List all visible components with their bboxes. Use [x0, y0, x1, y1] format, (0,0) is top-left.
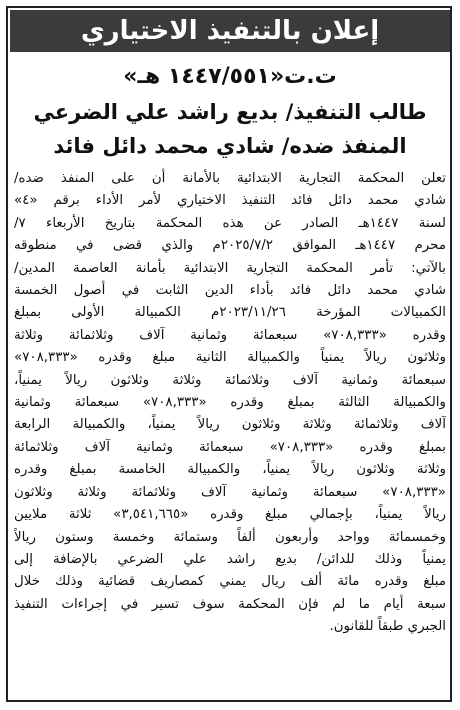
body-line: سبعمائة وثمانية آلاف وثلاثمائة وثلاثة وثلاثون ريالاً يمنياً، [14, 372, 446, 388]
body-line: وثلاثون ريالاً يمنياً والكمبيالة الثانية مبلغ وقدره «٧٠٨,٣٣٣» [14, 350, 446, 366]
case-number: ت.ت«١٤٤٧/٥٥١ هـ» [123, 64, 337, 89]
body-line: وخمسمائة وواحد وأربعون ألفاً وستمائة وخمسة وستون ريالاً [14, 529, 446, 545]
notice-body [14, 168, 446, 639]
body-line: سبعة أيام ما لم فإن المحكمة سوف تسير في إجراءات التنفيذ [14, 596, 446, 612]
body-line: بمبلغ وقدره «٧٠٨,٣٣٣» سبعمائة وثمانية آلاف وثلاثمائة [14, 439, 446, 455]
body-line: شادي محمد دائل فائد بأداء الدين الثابت في أصول الخمسة [14, 283, 446, 299]
body-line: «٧٠٨,٣٣٣» سبعمائة وثمانية آلاف وثلاثمائة وثلاثة وثلاثون [14, 484, 446, 500]
body-line: آلاف وثلاثمائة وثلاثة وثلاثون ريالاً يمنياً، والكمبيالة الرابعة [14, 417, 446, 433]
body-line: وثلاثة وثلاثون ريالاً يمنياً، والكمبيالة الخامسة بمبلغ وقدره [14, 462, 446, 478]
body-line: بالآتي: تأمر المحكمة التجارية الابتدائية بأمانة العاصمة المدين/ [14, 260, 446, 276]
body-line: تعلن المحكمة التجارية الابتدائية بالأمانة أن على المنفذ ضده/ [14, 171, 446, 186]
body-line: وقدره «٧٠٨,٣٣٣» سبعمائة وثمانية آلاف وثلاثمائة وثلاثة [14, 327, 446, 343]
body-line: الكمبيالات المؤرخة ٢٠٢٣/١١/٢٦م الكمبيالة الأولى بمبلغ [14, 305, 446, 321]
applicant-line: طالب التنفيذ/ بديع راشد علي الضرعي [33, 100, 427, 124]
respondent-line: المنفذ ضده/ شادي محمد دائل فائد [53, 134, 407, 158]
body-line: مبلغ وقدره مائة ألف ريال يمني كمصاريف قضائية وذلك خلال [14, 574, 446, 590]
body-line: يمنياً وذلك للدائن/ بديع راشد علي الضرعي بالإضافة إلى [14, 551, 446, 567]
body-line: ريالاً يمنياً، بإجمالي مبلغ وقدره «٣,٥٤١,٦٦٥» ثلاثة ملايين [14, 507, 446, 523]
body-line: الجبري طبقاً للقانون. [329, 619, 446, 635]
body-line: شادي محمد دائل فائد التنفيذ الاختياري لأمر الأداء برقم «٤» [14, 193, 446, 209]
body-line: محرم ١٤٤٧هـ الموافق ٢٠٢٥/٧/٢م والذي قضى في منطوقه [14, 238, 446, 254]
notice-title: إعلان بالتنفيذ الاختياري [10, 10, 450, 52]
body-line: لسنة ١٤٤٧هـ الصادر عن هذه المحكمة بتاريخ الأربعاء ٧/ [14, 215, 446, 231]
body-line: والكمبيالة الثالثة بمبلغ وقدره «٧٠٨,٣٣٣» سبعمائة وثمانية [14, 395, 446, 411]
